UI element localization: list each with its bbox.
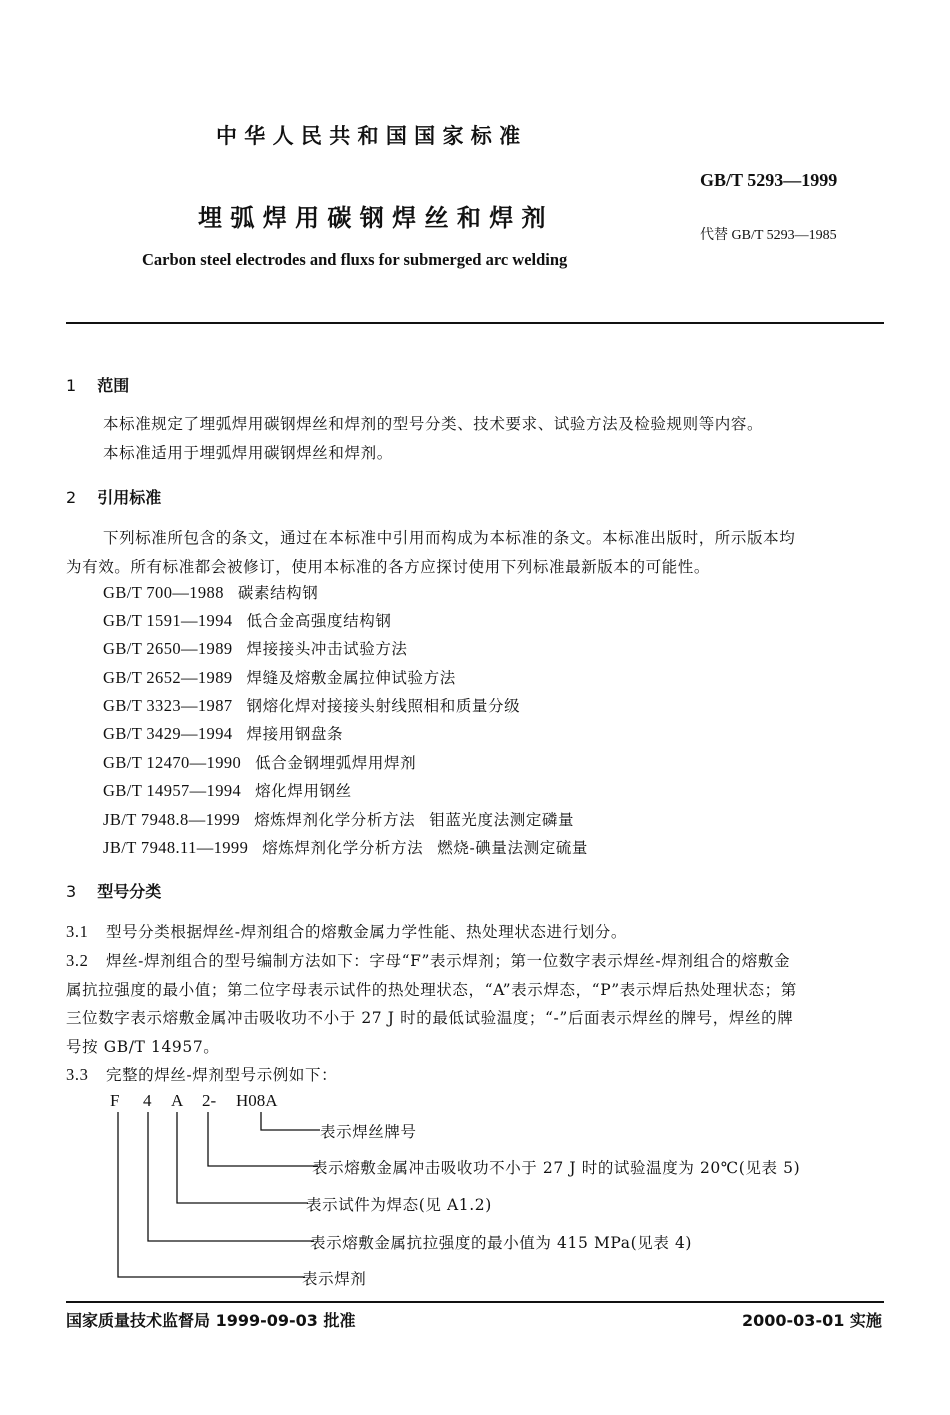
section1-paragraph: 本标准规定了埋弧焊用碳钢焊丝和焊剂的型号分类、技术要求、试验方法及检验规则等内容。 <box>103 415 764 433</box>
example-state-letter: A <box>171 1091 184 1110</box>
reference-title: 焊接用钢盘条 <box>246 725 344 743</box>
section3-title: 型号分类 <box>97 882 162 901</box>
line-tensile-strength <box>148 1112 314 1241</box>
national-standard-heading: 中 华 人 民 共 和 国 国 家 标 准 <box>216 124 521 148</box>
reference-title: 熔炼焊剂化学分析方法 <box>262 839 424 857</box>
label-test-temperature: 表示熔敷金属冲击吸收功不小于 27 J 时的试验温度为 20℃(见表 5) <box>312 1159 801 1177</box>
clause-text: 型号分类根据焊丝-焊剂组合的熔敷金属力学性能、热处理状态进行划分。 <box>105 923 628 941</box>
line-wire-grade <box>261 1112 320 1130</box>
reference-title: 碳素结构钢 <box>237 584 319 602</box>
reference-title: 低合金钢埋弧焊用焊剂 <box>255 754 417 772</box>
effective-date: 2000-03-01 实施 <box>742 1311 882 1330</box>
reference-code: GB/T 14957—1994 <box>103 781 242 800</box>
clause-3-2-line: 属抗拉强度的最小值；第二位字母表示试件的热处理状态，“A”表示焊态，“P”表示焊后热处理状态；第 <box>66 981 797 999</box>
section3-number: 3 <box>66 882 77 901</box>
section1-paragraph: 本标准适用于埋弧焊用碳钢焊丝和焊剂。 <box>103 444 393 462</box>
label-wire-grade: 表示焊丝牌号 <box>320 1123 417 1141</box>
reference-title: 焊缝及熔敷金属拉伸试验方法 <box>246 669 456 687</box>
reference-title: 低合金高强度结构钢 <box>246 612 392 630</box>
label-test-state: 表示试件为焊态(见 A1.2) <box>306 1196 492 1214</box>
standard-number: GB/T 5293—1999 <box>700 170 838 190</box>
english-title: Carbon steel electrodes and fluxs for submerged arc welding <box>142 250 568 269</box>
reference-code: GB/T 700—1988 <box>103 583 224 602</box>
line-flux <box>118 1112 305 1277</box>
reference-title: 熔炼焊剂化学分析方法 <box>254 811 416 829</box>
approval-statement: 国家质量技术监督局 1999-09-03 批准 <box>66 1311 356 1330</box>
clause-text: 完整的焊丝-焊剂型号示例如下： <box>105 1066 338 1084</box>
section1-title: 范围 <box>97 376 130 395</box>
section2-number: 2 <box>66 488 77 507</box>
label-tensile-strength: 表示熔敷金属抗拉强度的最小值为 415 MPa(见表 4) <box>310 1234 693 1252</box>
reference-subtitle: 燃烧-碘量法测定硫量 <box>437 839 588 857</box>
clause-3-2-line: 三位数字表示熔敷金属冲击吸收功不小于 27 J 时的最低试验温度；“-”后面表示焊丝的牌号，焊丝的牌 <box>66 1009 794 1027</box>
reference-code: GB/T 12470—1990 <box>103 753 242 772</box>
example-strength-digit: 4 <box>143 1091 152 1110</box>
footer-rule <box>66 1301 884 1303</box>
clause-number: 3.3 <box>66 1065 89 1084</box>
clause-3-2-line: 号按 GB/T 14957。 <box>66 1038 220 1056</box>
reference-code: GB/T 2650—1989 <box>103 639 233 658</box>
reference-code: GB/T 2652—1989 <box>103 668 233 687</box>
section2-title: 引用标准 <box>97 488 162 507</box>
example-wire-grade: H08A <box>236 1091 278 1110</box>
section2-intro: 为有效。所有标准都会被修订，使用本标准的各方应探讨使用下列标准最新版本的可能性。 <box>66 558 711 576</box>
document-title: 埋 弧 焊 用 碳 钢 焊 丝 和 焊 剂 <box>198 204 546 232</box>
reference-subtitle: 钼蓝光度法测定磷量 <box>429 811 575 829</box>
reference-title: 熔化焊用钢丝 <box>255 782 352 800</box>
reference-code: JB/T 7948.8—1999 <box>103 810 241 829</box>
reference-code: GB/T 1591—1994 <box>103 611 233 630</box>
section2-intro: 下列标准所包含的条文，通过在本标准中引用而构成为本标准的条文。本标准出版时，所示版本均 <box>103 529 796 547</box>
reference-code: GB/T 3429—1994 <box>103 724 233 743</box>
line-test-temperature <box>208 1112 318 1166</box>
example-flux-letter: F <box>110 1091 120 1110</box>
reference-title: 焊接接头冲击试验方法 <box>246 640 408 658</box>
section1-number: 1 <box>66 376 77 395</box>
reference-title: 钢熔化焊对接接头射线照相和质量分级 <box>246 697 521 715</box>
replaces-note: 代替 GB/T 5293—1985 <box>700 228 837 243</box>
example-temp-digit: 2- <box>202 1091 217 1110</box>
label-flux: 表示焊剂 <box>302 1270 367 1288</box>
reference-code: JB/T 7948.11—1999 <box>103 838 249 857</box>
reference-code: GB/T 3323—1987 <box>103 696 233 715</box>
line-test-state <box>177 1112 308 1203</box>
clause-number: 3.1 <box>66 922 89 941</box>
clause-number: 3.2 <box>66 951 89 970</box>
clause-text: 焊丝-焊剂组合的型号编制方法如下：字母“F”表示焊剂；第一位数字表示焊丝-焊剂组合的熔敷金 <box>105 952 791 970</box>
